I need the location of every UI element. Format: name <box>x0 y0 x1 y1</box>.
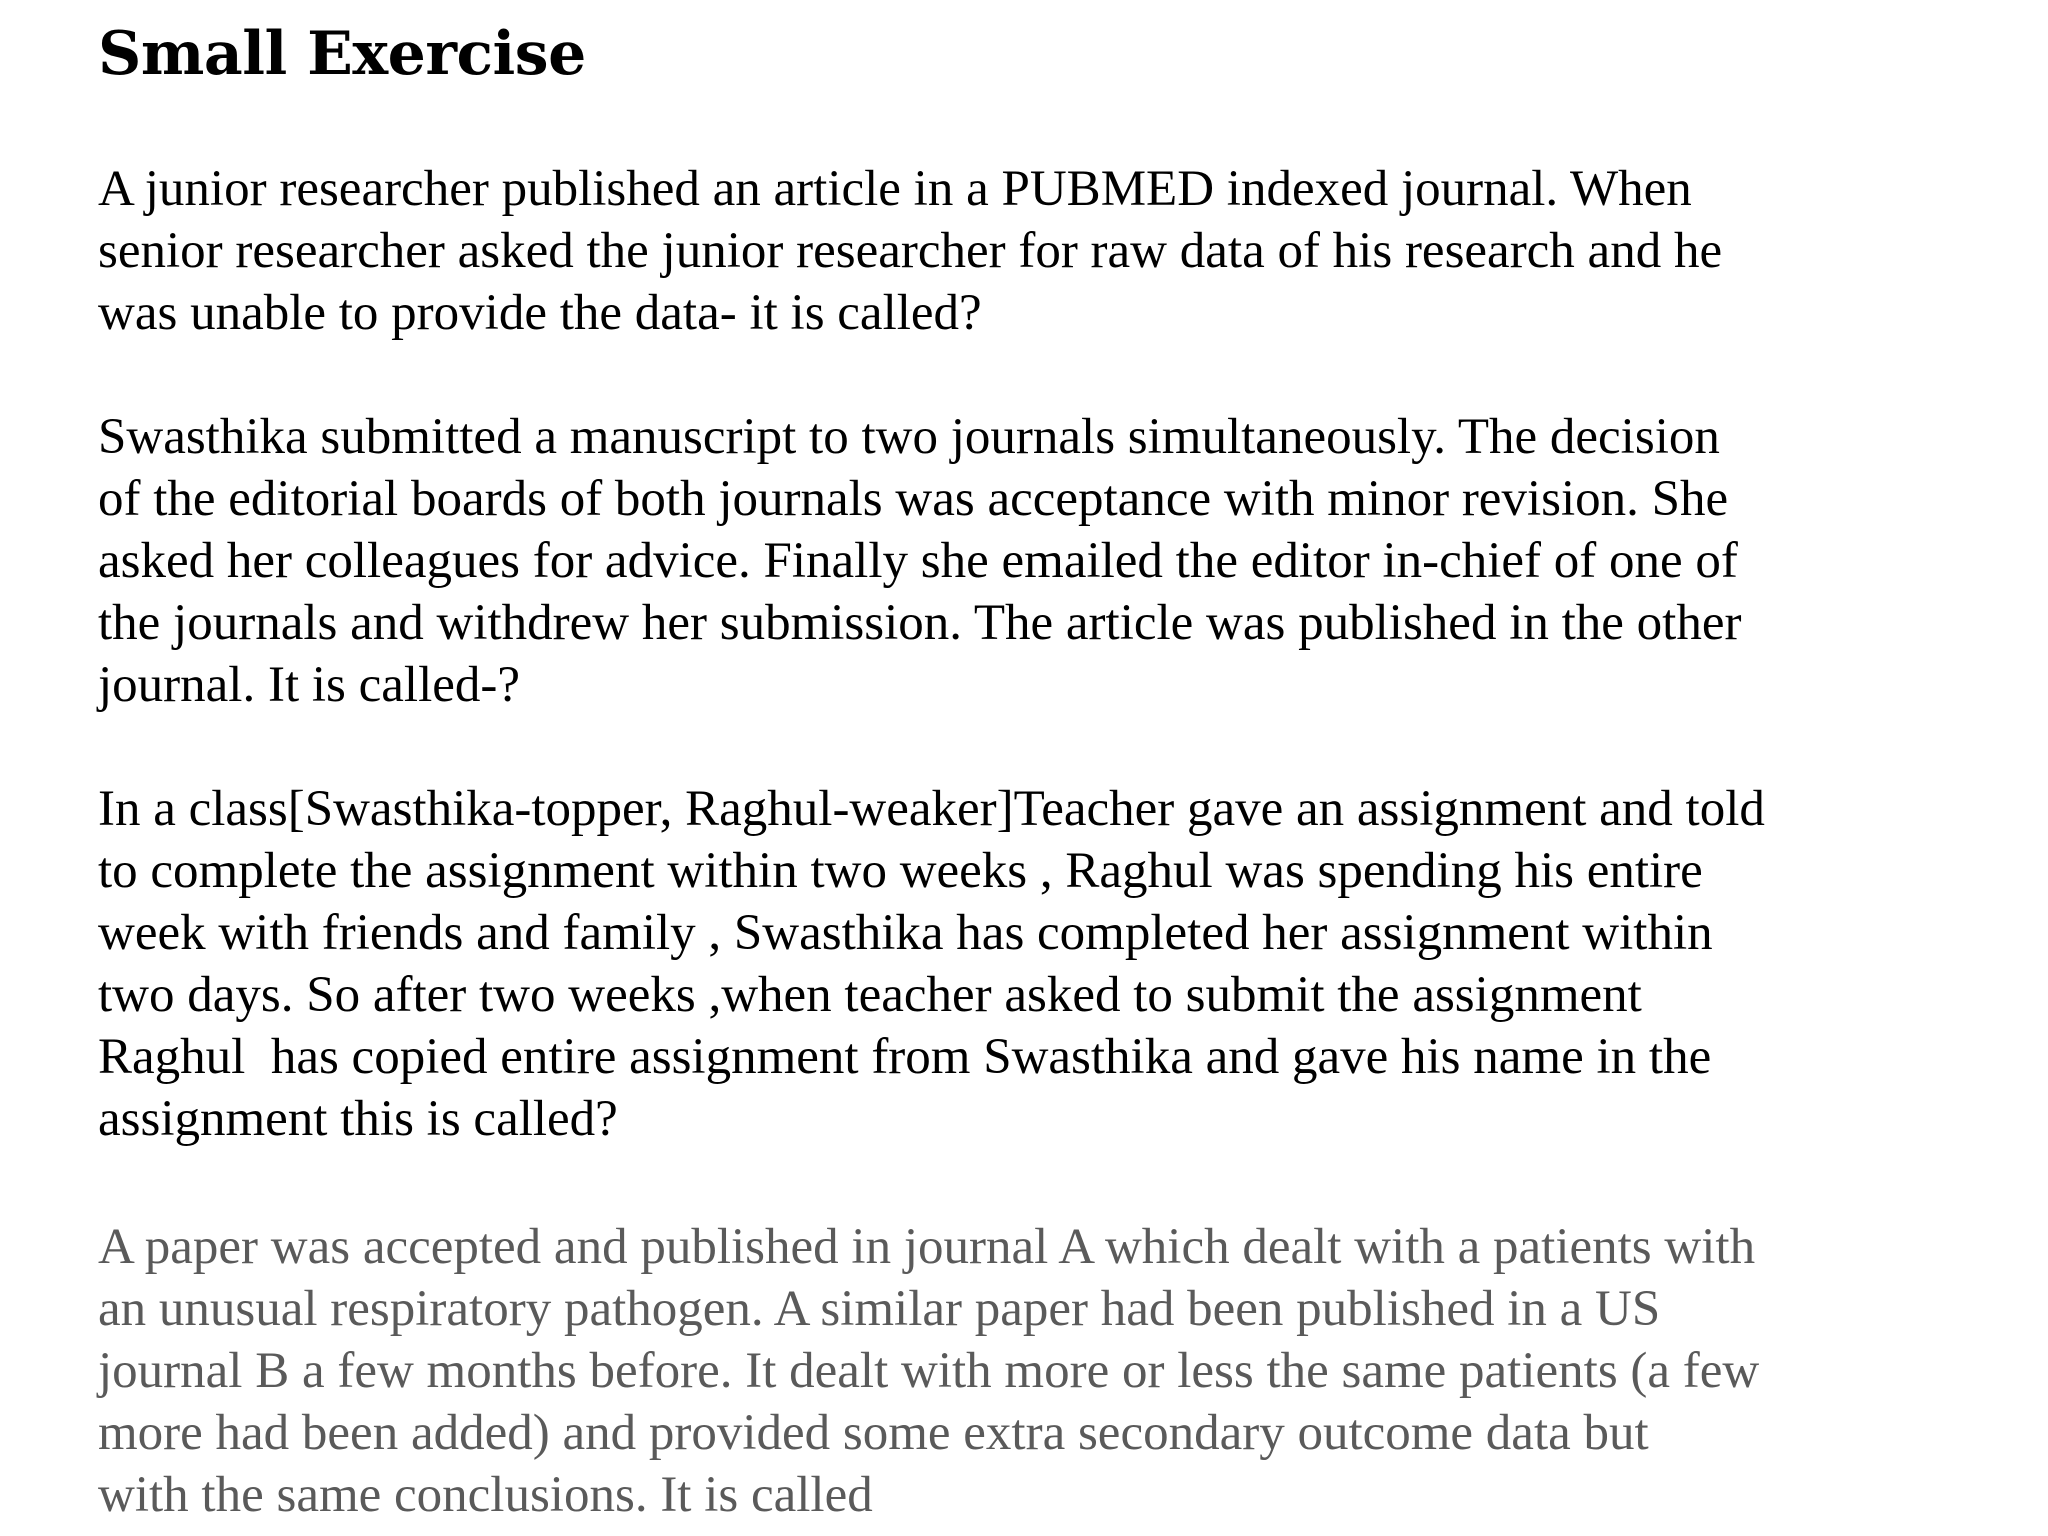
question-line: Raghul has copied entire assignment from Swasthika and gave his name in the <box>98 1029 1712 1085</box>
question-line: journal. It is called-? <box>98 657 520 713</box>
question-line: an unusual respiratory pathogen. A similar paper had been published in a US <box>98 1281 1661 1337</box>
question-line: to complete the assignment within two weeks , Raghul was spending his entire <box>98 843 1703 899</box>
question-line: more had been added) and provided some extra secondary outcome data but <box>98 1405 1649 1461</box>
question-line: of the editorial boards of both journals was acceptance with minor revision. She <box>98 471 1729 527</box>
question-line: the journals and withdrew her submission. The article was published in the other <box>98 595 1742 651</box>
exercise-question-3 <box>98 778 2018 1150</box>
page-title: Small Exercise <box>98 19 586 89</box>
question-line: week with friends and family , Swasthika has completed her assignment within <box>98 905 1713 961</box>
question-line: In a class[Swasthika-topper, Raghul-weaker]Teacher gave an assignment and told <box>98 781 1765 837</box>
question-line: A junior researcher published an article in a PUBMED indexed journal. When <box>98 161 1692 217</box>
exercise-question-2 <box>98 406 2018 716</box>
question-line: senior researcher asked the junior researcher for raw data of his research and he <box>98 223 1723 279</box>
question-line: was unable to provide the data- it is called? <box>98 285 982 341</box>
question-line: two days. So after two weeks ,when teacher asked to submit the assignment <box>98 967 1642 1023</box>
exercise-question-4 <box>98 1216 2018 1526</box>
exercise-question-1 <box>98 158 2018 344</box>
question-line: with the same conclusions. It is called <box>98 1467 873 1523</box>
question-line: A paper was accepted and published in journal A which dealt with a patients with <box>98 1219 1756 1275</box>
question-line: journal B a few months before. It dealt with more or less the same patients (a few <box>98 1343 1760 1399</box>
question-line: assignment this is called? <box>98 1091 618 1147</box>
question-line: Swasthika submitted a manuscript to two journals simultaneously. The decision <box>98 409 1720 465</box>
question-line: asked her colleagues for advice. Finally she emailed the editor in-chief of one of <box>98 533 1738 589</box>
